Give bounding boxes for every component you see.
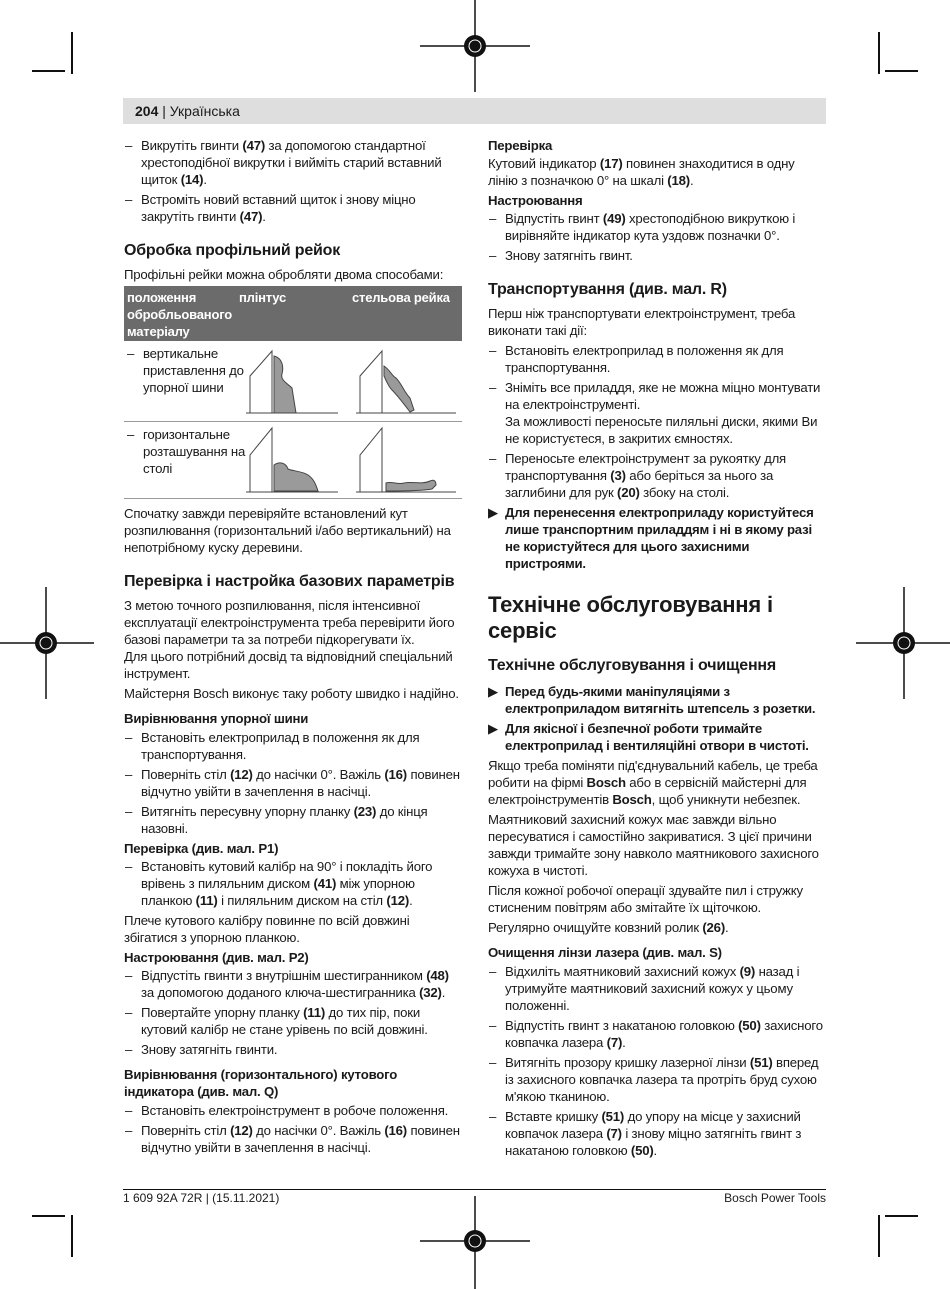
text-segment: за допомогою стандартної хрестоподібної викрутки і вийміть старий вставний щиток <box>141 138 442 187</box>
reference-number: (49) <box>602 211 626 226</box>
text-segment: Знову затягніть гвинти. <box>141 1042 278 1057</box>
text-segment: . <box>262 209 266 224</box>
check-p1-list <box>124 858 462 909</box>
reference-number: (3) <box>610 468 626 483</box>
reference-number: (50) <box>630 1143 654 1158</box>
crop-mark <box>71 32 73 74</box>
reference-number: (7) <box>606 1126 622 1141</box>
check-p1-text: Плече кутового калібру повинне по всій довжині збігатися з упорною планкою. <box>124 913 410 945</box>
laser-list <box>488 963 826 1159</box>
text-segment: Відхиліть маятниковий захисний кожух <box>505 964 740 979</box>
text-segment: . <box>689 173 694 188</box>
maintenance-paragraph-1 <box>488 757 826 808</box>
text-segment: Знову затягніть гвинт. <box>505 248 633 263</box>
reference-number: (26) <box>702 920 726 935</box>
maintenance-paragraph-2: Маятниковий захисний кожух має завжди вільно пересуватися і самостійно закриватися. З цієї причини завжди тримайте зону навколо маятникового захисного кожуха в чистоті. <box>488 812 819 878</box>
profiles-intro: Профільні рейки можна обробляти двома способами: <box>124 267 444 282</box>
text-segment: за допомогою доданого ключа-шестигранника <box>141 985 420 1000</box>
reference-number: (16) <box>384 1123 407 1138</box>
text-segment: Вставте кришку <box>505 1109 602 1124</box>
list-item <box>124 766 462 800</box>
reference-number: (50) <box>738 1018 761 1033</box>
reference-number: (51) <box>749 1055 773 1070</box>
left-column <box>124 137 462 1159</box>
list-item <box>124 858 462 909</box>
list-item <box>488 963 826 1014</box>
text-segment: Якщо треба поміняти під'єднувальний кабель, це треба робити на фірмі <box>488 758 818 790</box>
profiles-heading: Обробка профільний рейок <box>124 242 341 259</box>
check-p1-heading: Перевірка (див. мал. P1) <box>124 841 279 856</box>
text-segment: назад і утримуйте маятниковий захисний кожух у цьому положенні. <box>505 964 800 1013</box>
list-item-text <box>505 343 783 375</box>
text-segment: вперед із захисного ковпачка лазера та протріть бруд сухою м'якою тканиною. <box>505 1055 819 1104</box>
crop-mark <box>885 1215 918 1217</box>
reference-number: (12) <box>230 1123 253 1138</box>
triangle-icon: ▶ <box>488 684 498 699</box>
registration-mark-bottom <box>420 1196 530 1289</box>
text-segment: Встановіть електроприлад в положення як для транспортування. <box>505 343 784 375</box>
reference-number: Bosch <box>612 792 652 807</box>
text-segment: збоку на столі. <box>639 485 730 500</box>
list-item-text <box>505 380 820 412</box>
reference-number: (47) <box>242 138 266 153</box>
indicator-heading: Вирівнювання (горизонтального) кутового індикатора (див. мал. Q) <box>124 1067 398 1099</box>
check-text <box>488 155 826 189</box>
adjust-list <box>488 210 826 264</box>
reference-number: (12) <box>386 893 410 908</box>
text-segment: і пиляльним диском на стіл <box>217 893 387 908</box>
text-segment: Зніміть все приладдя, яке не можна міцно монтувати на електроінструменті. <box>505 380 821 412</box>
list-item <box>488 210 826 244</box>
text-segment: повинен знаходитися в одну лінію з позначкою 0° на шкалі <box>488 156 795 188</box>
triangle-icon: ▶ <box>488 505 498 520</box>
text-segment: до тих пір, поки кутовий калібр не стане урівень по всій довжині. <box>141 1005 428 1037</box>
text-segment: до кінця назовні. <box>141 804 428 836</box>
text-segment: . <box>653 1143 657 1158</box>
text-segment: . <box>409 893 413 908</box>
list-item <box>124 137 462 188</box>
list-item <box>124 1041 462 1058</box>
reference-number: (41) <box>313 876 337 891</box>
adjust-p2-list <box>124 967 462 1058</box>
list-item <box>488 247 826 264</box>
registration-mark-left <box>0 587 94 699</box>
text-segment: до насічки 0°. Важіль <box>252 767 385 782</box>
reference-number: (18) <box>667 173 690 188</box>
adjust-p2-heading: Настроювання (див. мал. P2) <box>124 950 309 965</box>
maintenance-heading: Технічне обслуговування і очищення <box>488 657 777 674</box>
reference-number: (14) <box>180 172 204 187</box>
reference-number: (11) <box>303 1005 326 1020</box>
text-segment: Регулярно очищуйте ковзний ролик <box>488 920 703 935</box>
transport-warning <box>488 504 826 572</box>
ceiling-vertical-illustration <box>352 346 460 416</box>
list-item <box>124 1102 462 1119</box>
table-header <box>124 286 462 341</box>
intro-list <box>124 137 462 225</box>
crop-mark <box>32 70 65 72</box>
warning-text: Перед будь-якими маніпуляціями з електроприладом витягніть штепсель з розетки. <box>505 684 816 716</box>
registration-mark-top <box>420 0 530 92</box>
text-segment: повинен відчутно увійти в зачеплення в насічці. <box>141 1123 460 1155</box>
text-segment: . <box>622 1035 626 1050</box>
indicator-list <box>124 1102 462 1156</box>
table-row <box>124 422 462 499</box>
text-segment: Поверніть стіл <box>141 1123 231 1138</box>
reference-number: (20) <box>617 485 640 500</box>
text-segment: Відпустіть гвинти з внутрішнім шестигранником <box>141 968 427 983</box>
list-item <box>488 450 826 501</box>
text-segment: Встроміть новий вставний щиток і знову міцно закрутіть гвинти <box>141 192 416 224</box>
text-segment: Кутовий індикатор <box>488 156 600 171</box>
header-separator: | <box>158 103 170 119</box>
reference-number: (11) <box>195 893 218 908</box>
after-table-text: Спочатку завжди перевіряйте встановлений кут розпилювання (горизонтальний і/або вертикальний) на непотрібному куску деревини. <box>124 506 451 555</box>
text-segment: Витягніть пересувну упорну планку <box>141 804 354 819</box>
transport-note: За можливості переносьте пиляльні диски, якими Ви не користуєтеся, в закритих ємностях. <box>505 414 818 446</box>
crop-mark <box>878 1215 880 1257</box>
check-heading: Перевірка <box>488 138 553 153</box>
text-segment: Встановіть електроприлад в положення як для транспортування. <box>141 730 420 762</box>
page-header <box>135 103 240 119</box>
list-item <box>488 1054 826 1105</box>
profiles-table <box>124 286 462 499</box>
text-segment: або беріться за нього за заглибини для рук <box>505 468 774 500</box>
crop-mark <box>32 1215 65 1217</box>
list-item <box>488 1108 826 1159</box>
row-label-horizontal: – горизонтальне розташування на столі <box>124 426 258 477</box>
list-item <box>488 1017 826 1051</box>
text-segment: Відпустіть гвинт <box>505 211 603 226</box>
reference-number: (23) <box>353 804 377 819</box>
text-segment: Встановіть кутовий калібр на 90° і покладіть його врівень з пиляльним диском <box>141 859 433 891</box>
reference-number: (47) <box>239 209 263 224</box>
table-header-position: положення обробльованого матеріалу <box>127 290 232 339</box>
list-item <box>124 1122 462 1156</box>
footer-rule <box>123 1189 826 1190</box>
list-item <box>124 967 462 1001</box>
basic-params-heading: Перевірка і настройка базових параметрів <box>124 573 455 590</box>
reference-number: (17) <box>599 156 623 171</box>
crop-mark <box>71 1215 73 1257</box>
basic-paragraph-1: З метою точного розпилювання, після інтенсивної експлуатації електроінструмента треба перевірити його базові параметри та за потреби підкорегувати їх. <box>124 598 455 647</box>
transport-intro: Перш ніж транспортувати електроінструмент, треба виконати такі дії: <box>488 306 796 338</box>
text-segment: Витягніть прозору кришку лазерної лінзи <box>505 1055 750 1070</box>
list-item <box>488 342 826 376</box>
crop-mark <box>878 32 880 74</box>
row-label-vertical: – вертикальне приставлення до упорної шини <box>124 345 258 396</box>
warning-text: Для перенесення електроприладу користуйтеся лише транспортним приладдям і ні в якому разі не користуйтеся для цього захисними пристроями. <box>505 505 814 571</box>
service-heading: Технічне обслуговування і сервіс <box>488 592 773 643</box>
reference-number: (32) <box>419 985 442 1000</box>
list-item <box>488 379 826 447</box>
footer-doc-number: 1 609 92A 72R | (15.11.2021) <box>123 1191 280 1205</box>
header-language: Українська <box>169 103 240 119</box>
text-segment: повинен відчутно увійти в зачеплення в насічці. <box>141 767 460 799</box>
reference-number: (48) <box>426 968 449 983</box>
reference-number: (51) <box>601 1109 625 1124</box>
text-segment: або в сервісній майстерні для електроінструментів <box>488 775 807 807</box>
basic-paragraph-2: Для цього потрібний досвід та відповідний спеціальний інструмент. <box>124 649 453 681</box>
fence-list <box>124 729 462 837</box>
right-column <box>488 137 826 1162</box>
text-segment: між упорною планкою <box>141 876 415 908</box>
text-segment: Встановіть електроінструмент в робоче положення. <box>141 1103 449 1118</box>
text-segment: . <box>725 920 729 935</box>
text-segment: захисного ковпачка лазера <box>505 1018 823 1050</box>
reference-number: Bosch <box>586 775 626 790</box>
maintenance-paragraph-4 <box>488 919 826 936</box>
maintenance-warning-1 <box>488 683 826 717</box>
crop-mark <box>885 70 918 72</box>
list-item <box>124 729 462 763</box>
registration-mark-right <box>856 587 950 699</box>
text-segment: Поверніть стіл <box>141 767 231 782</box>
reference-number: (9) <box>739 964 756 979</box>
text-segment: хрестоподібною викруткою і вирівняйте індикатор кута уздовж позначки 0°. <box>505 211 796 243</box>
laser-heading: Очищення лінзи лазера (див. мал. S) <box>488 945 722 960</box>
triangle-icon: ▶ <box>488 721 498 736</box>
text-segment: і знову міцно затягніть гвинт з накатаною головкою <box>505 1126 802 1158</box>
list-item <box>124 1004 462 1038</box>
text-segment: до упору на місце у захисний ковпачок лазера <box>505 1109 801 1141</box>
maintenance-paragraph-3: Після кожної робочої операції здувайте пил і стружку стисненим повітрям або змітайте їх щіточкою. <box>488 883 803 915</box>
maintenance-warning-2 <box>488 720 826 754</box>
skirting-vertical-illustration <box>242 346 342 416</box>
warning-text: Для якісної і безпечної роботи тримайте електроприлад і вентиляційні отвори в чистоті. <box>505 721 809 753</box>
list-item-text <box>505 451 786 500</box>
text-segment: . <box>203 172 207 187</box>
text-segment: . <box>441 985 446 1000</box>
text-segment: Переносьте електроінструмент за рукоятку для транспортування <box>505 451 787 483</box>
table-header-ceiling: стельова рейка <box>352 290 450 305</box>
transport-heading: Транспортування (див. мал. R) <box>488 281 727 298</box>
page-number: 204 <box>135 103 159 119</box>
basic-paragraph-3: Майстерня Bosch виконує таку роботу швидко і надійно. <box>124 686 459 701</box>
table-row <box>124 341 462 422</box>
reference-number: (12) <box>230 767 253 782</box>
text-segment: Повертайте упорну планку <box>141 1005 304 1020</box>
text-segment: Викрутіть гвинти <box>141 138 243 153</box>
text-segment: до насічки 0°. Важіль <box>252 1123 385 1138</box>
reference-number: (16) <box>384 767 407 782</box>
adjust-heading: Настроювання <box>488 193 583 208</box>
ceiling-horizontal-illustration <box>352 425 460 495</box>
list-item <box>124 803 462 837</box>
text-segment: Відпустіть гвинт з накатаною головкою <box>505 1018 739 1033</box>
table-header-skirting: плінтус <box>239 290 287 305</box>
fence-heading: Вирівнювання упорної шини <box>124 711 309 726</box>
footer-brand: Bosch Power Tools <box>724 1191 826 1205</box>
reference-number: (7) <box>606 1035 623 1050</box>
text-segment: , щоб уникнути небезпек. <box>651 792 801 807</box>
skirting-horizontal-illustration <box>242 425 342 495</box>
list-item <box>124 191 462 225</box>
